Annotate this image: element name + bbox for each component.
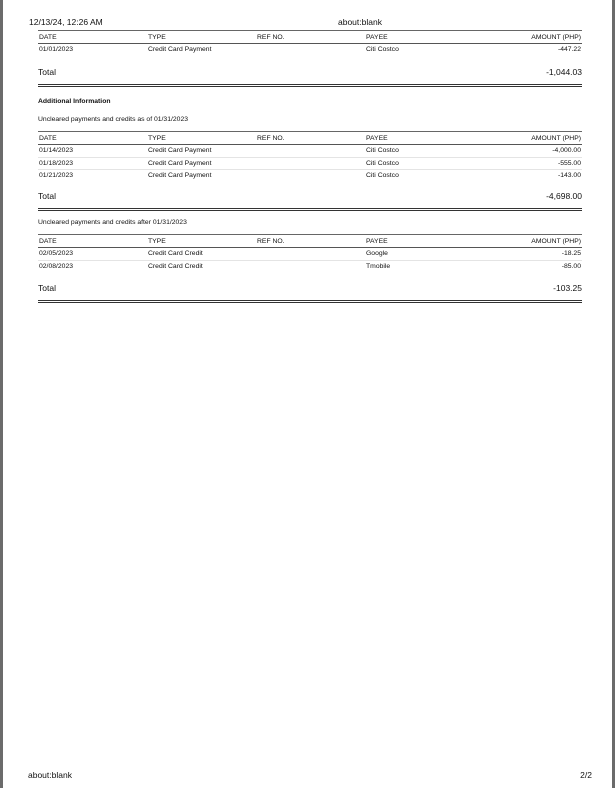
row-type: Credit Card Payment (148, 46, 212, 54)
row-payee: Citi Costco (365, 157, 474, 170)
row-payee: Citi Costco (366, 46, 399, 54)
table1-total-label: Total (38, 67, 56, 77)
row-ref (256, 260, 365, 272)
row-ref (256, 170, 365, 182)
row-date: 02/05/2023 (39, 250, 74, 258)
row-ref (256, 44, 365, 56)
table-row (38, 157, 582, 170)
print-footer-url: about:blank (28, 770, 72, 780)
row-date: 02/08/2023 (38, 260, 147, 272)
col-amount-header: AMOUNT (PHP) (474, 31, 582, 44)
uncleared-as-of-table (38, 132, 582, 182)
row-payee: Citi Costco (366, 147, 399, 155)
row-type: Credit Card Credit (147, 260, 256, 272)
col-ref-header: REF NO. (256, 132, 365, 145)
row-date: 01/01/2023 (39, 46, 74, 54)
col-payee-header: PAYEE (365, 31, 474, 44)
table1-total-double-rule (38, 84, 582, 87)
col-ref-header: REF NO. (256, 31, 365, 44)
uncleared-as-of-total-value: -4,698.00 (546, 191, 582, 201)
table-row (38, 170, 582, 182)
row-ref (256, 248, 365, 261)
uncleared-as-of-double-rule (38, 208, 582, 211)
print-header-title: about:blank (338, 17, 382, 27)
uncleared-after-table (38, 235, 582, 272)
row-amount: -447.22 (557, 46, 581, 54)
table-row (38, 260, 582, 272)
cleared-payments-table (38, 31, 582, 56)
row-ref (256, 157, 365, 170)
col-date-header: DATE (38, 235, 147, 248)
print-header-datetime: 12/13/24, 12:26 AM (29, 17, 103, 27)
table-row (38, 44, 582, 56)
print-page (3, 0, 612, 788)
uncleared-after-total-value: -103.25 (553, 283, 582, 293)
row-type: Credit Card Payment (147, 157, 256, 170)
row-type: Credit Card Payment (148, 147, 212, 155)
col-payee-header: PAYEE (365, 132, 474, 145)
row-type: Credit Card Payment (147, 170, 256, 182)
additional-info-title: Additional Information (38, 98, 111, 105)
table-row (38, 145, 582, 158)
print-footer-page-number: 2/2 (580, 770, 592, 780)
uncleared-after-total-label: Total (38, 283, 56, 293)
col-ref-header: REF NO. (256, 235, 365, 248)
row-payee: Google (366, 250, 388, 258)
row-payee: Tmobile (365, 260, 474, 272)
col-date-header: DATE (38, 31, 147, 44)
row-amount: -18.25 (561, 250, 581, 258)
uncleared-after-double-rule (38, 300, 582, 303)
uncleared-as-of-total-label: Total (38, 191, 56, 201)
col-type-header: TYPE (147, 132, 256, 145)
uncleared-as-of-heading: Uncleared payments and credits as of 01/31/2023 (38, 116, 189, 123)
row-date: 01/14/2023 (39, 147, 74, 155)
row-type: Credit Card Credit (148, 250, 203, 258)
row-amount: -4,000.00 (552, 147, 581, 155)
col-type-header: TYPE (147, 31, 256, 44)
row-payee: Citi Costco (365, 170, 474, 182)
row-amount: -555.00 (474, 157, 582, 170)
col-payee-header: PAYEE (365, 235, 474, 248)
col-amount-header: AMOUNT (PHP) (474, 235, 582, 248)
table1-total-value: -1,044.03 (546, 67, 582, 77)
col-type-header: TYPE (147, 235, 256, 248)
col-amount-header: AMOUNT (PHP) (474, 132, 582, 145)
row-ref (256, 145, 365, 158)
table-row (38, 248, 582, 261)
row-date: 01/21/2023 (38, 170, 147, 182)
row-amount: -143.00 (474, 170, 582, 182)
row-amount: -85.00 (474, 260, 582, 272)
row-date: 01/18/2023 (38, 157, 147, 170)
col-date-header: DATE (38, 132, 147, 145)
uncleared-after-heading: Uncleared payments and credits after 01/31/2023 (38, 219, 187, 226)
